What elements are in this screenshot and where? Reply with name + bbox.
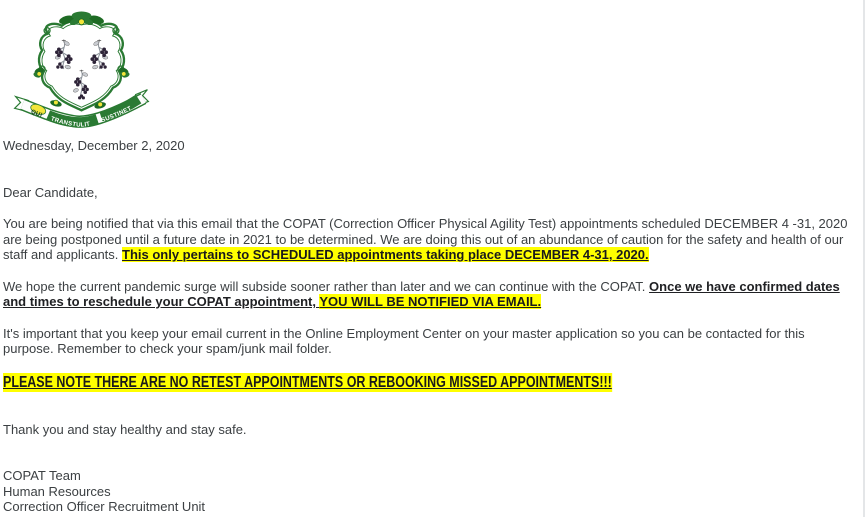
signature-unit: Correction Officer Recruitment Unit xyxy=(3,499,206,514)
signature-department: Human Resources xyxy=(3,483,111,499)
emphasized-text-run: Once we have confirmed dates and times to reschedule your COPAT appointment, xyxy=(3,278,840,309)
notice-line xyxy=(3,373,853,392)
text-run: We hope the current pandemic surge will subside sooner rather than later and we can continue with the COPAT. xyxy=(3,278,650,294)
top-leaf-ornament xyxy=(58,11,105,26)
connecticut-seal-icon xyxy=(11,10,152,130)
emphasized-text-run: YOU WILL BE NOTIFIED VIA EMAIL. xyxy=(319,294,542,309)
salutation: Dear Candidate, xyxy=(3,184,98,200)
motto-word-transtulit: TRANSTULIT xyxy=(49,115,91,129)
text-run: It's important that you keep your email current in the Online Employment Center on your master application so you can be contacted for this purpose. Remember to check your spam/junk mail folder. xyxy=(3,325,805,356)
paragraph-postponement xyxy=(3,216,853,263)
signature-block xyxy=(3,468,853,515)
emphasized-text-run: This only pertains to SCHEDULED appointments taking place DECEMBER 4-31, 2020. xyxy=(122,247,649,262)
paragraph-email-current xyxy=(3,326,853,357)
signature-team: COPAT Team xyxy=(3,468,81,483)
motto-word-sustinet: SUSTINET xyxy=(100,104,133,125)
connecticut-coat-of-arms-logo xyxy=(11,10,152,130)
text-run: You are being notified that via this email that the COPAT (Correction Officer Physical Agility Test) appointments scheduled DECEMBER 4 -31, 2020 are being postponed until a future date in 2021 to be determined. We are doing this out of an abundance of caution for the safety and health of our staff and applicants. xyxy=(3,216,848,262)
paragraph-reschedule xyxy=(3,279,853,310)
date-line: Wednesday, December 2, 2020 xyxy=(3,138,185,153)
notice-highlighted-text: PLEASE NOTE THERE ARE NO RETEST APPOINTMENTS OR REBOOKING MISSED APPOINTMENTS!!! xyxy=(3,373,612,391)
closing-line: Thank you and stay healthy and stay safe. xyxy=(3,421,247,437)
motto-word-qui: QUI xyxy=(29,108,44,119)
